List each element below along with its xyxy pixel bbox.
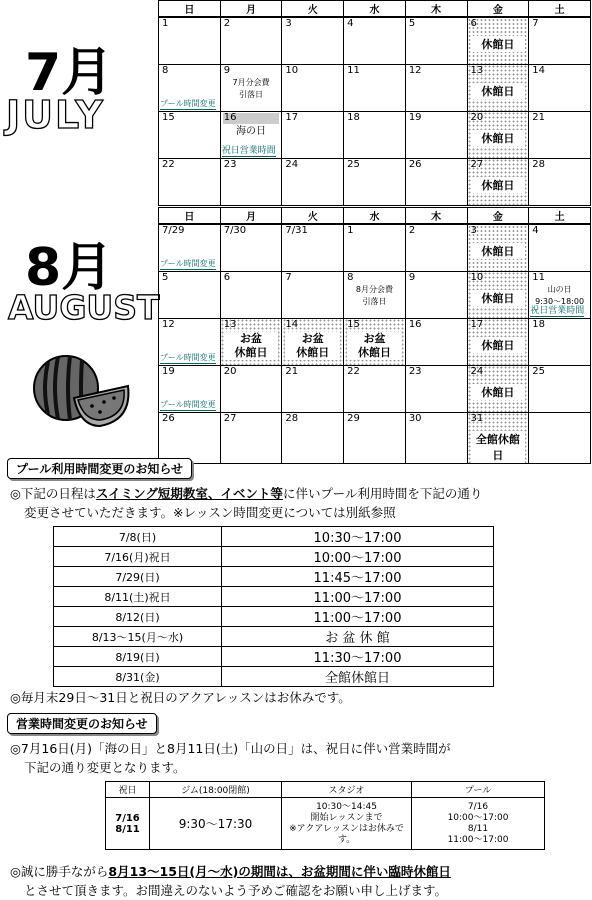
closed-day-label: 休館日 xyxy=(471,130,526,146)
pool-time-cell: 10:30～17:00 xyxy=(222,527,494,547)
day-number: 24 xyxy=(285,158,299,170)
day-number: 11 xyxy=(532,271,545,283)
calendar-day-cell xyxy=(467,271,529,318)
table-row xyxy=(54,647,494,667)
day-number: 17 xyxy=(285,111,299,123)
day-number: 12 xyxy=(162,318,175,330)
pool-date-cell: 8/19(日) xyxy=(54,647,222,667)
day-number: 7/30 xyxy=(223,225,247,236)
calendar-day-cell xyxy=(467,64,529,111)
july-english-title: JULY xyxy=(6,93,105,137)
day-number: 15 xyxy=(347,318,360,330)
calendar-day-cell xyxy=(344,224,406,271)
day-number: 28 xyxy=(285,412,299,424)
july-calendar xyxy=(158,0,591,206)
day-number: 3 xyxy=(470,225,477,236)
calendar-day-cell xyxy=(220,111,282,158)
cell-small-text: 引落日 xyxy=(362,296,387,306)
calendar-day-cell xyxy=(405,365,467,412)
closing-text: ◎誠に勝手ながら8月13～15日(月～水)の期間は、お盆期間に伴い臨時休館日 とさせて頂きます。お間違えのないよう予めご確認をお願い申し上げます。 xyxy=(10,864,451,898)
day-number: 14 xyxy=(285,318,299,330)
day-number: 26 xyxy=(162,412,175,424)
calendar-day-cell xyxy=(344,412,406,463)
pool-notice-text: ◎下記の日程はスイミング短期教室、イベント等に伴いプール利用時間を下記の通り 変更させていただきます。※レッスン時間変更については別紙参照 xyxy=(10,486,483,520)
calendar-day-cell xyxy=(529,17,591,64)
day-number: 21 xyxy=(285,365,299,377)
calendar-day-cell xyxy=(405,271,467,318)
pool-time-cell: お 盆 休 館 xyxy=(222,627,494,647)
pool-time-table xyxy=(53,526,494,687)
calendar-day-cell xyxy=(220,271,282,318)
calendar-day-cell xyxy=(159,365,221,412)
calendar-day-cell xyxy=(529,365,591,412)
day-number: 7 xyxy=(532,18,539,29)
day-number: 19 xyxy=(408,111,422,123)
closed-day-label: 休館日 xyxy=(471,384,526,400)
calendar-day-cell xyxy=(529,111,591,158)
calendar-day-cell xyxy=(282,271,344,318)
weekday-header: 木 xyxy=(405,1,467,18)
day-number: 6 xyxy=(470,18,477,29)
day-number: 19 xyxy=(162,365,175,377)
calendar-day-cell xyxy=(344,318,406,365)
calendar-day-cell xyxy=(405,64,467,111)
day-number: 25 xyxy=(532,365,545,377)
day-number: 1 xyxy=(347,225,354,236)
header-pool: プール xyxy=(412,782,545,798)
calendar-day-cell xyxy=(159,318,221,365)
day-number: 22 xyxy=(162,158,175,170)
day-number: 9 xyxy=(223,64,231,76)
calendar-day-cell xyxy=(282,64,344,111)
hours-notice-heading: 営業時間変更のお知らせ xyxy=(7,713,157,734)
day-number: 2 xyxy=(408,225,416,236)
day-number: 5 xyxy=(408,18,416,29)
pool-notice-heading: プール利用時間変更のお知らせ xyxy=(7,458,192,479)
pool-date-cell: 8/12(日) xyxy=(54,607,222,627)
header-gym: ジム(18:00閉館) xyxy=(150,782,282,798)
day-number: 18 xyxy=(532,318,545,330)
table-row xyxy=(54,527,494,547)
day-number: 27 xyxy=(470,158,484,170)
calendar-day-cell xyxy=(467,111,529,158)
calendar-day-cell xyxy=(405,111,467,158)
calendar-day-cell xyxy=(220,158,282,205)
watermelon-icon xyxy=(28,350,134,432)
day-number: 8 xyxy=(347,271,354,283)
day-number: 30 xyxy=(408,412,422,424)
pool-time-cell: 10:00～17:00 xyxy=(222,547,494,567)
pool-change-note: プール時間変更 xyxy=(160,399,216,409)
day-number: 31 xyxy=(470,412,484,424)
header-studio: スタジオ xyxy=(282,782,412,798)
day-number: 27 xyxy=(223,412,237,424)
day-number: 24 xyxy=(470,365,484,377)
weekday-header: 金 xyxy=(467,208,529,225)
calendar-day-cell xyxy=(405,17,467,64)
pool-time-cell: 全館休館日 xyxy=(222,667,494,687)
day-number: 6 xyxy=(223,271,231,283)
calendar-day-cell xyxy=(159,271,221,318)
closed-day-label: 休館日 xyxy=(471,290,526,306)
august-calendar xyxy=(158,207,591,464)
holiday-hours-note: 祝日営業時間 xyxy=(222,143,276,157)
calendar-day-cell xyxy=(282,224,344,271)
calendar-day-cell xyxy=(529,318,591,365)
pool-date-cell: 7/8(日) xyxy=(54,527,222,547)
calendar-day-cell xyxy=(159,64,221,111)
weekday-header: 日 xyxy=(159,208,221,225)
closed-day-label: 休館日 xyxy=(471,36,526,52)
calendar-day-cell xyxy=(467,412,529,463)
day-number: 1 xyxy=(162,18,169,29)
weekday-header: 金 xyxy=(467,1,529,18)
pool-time-cell: 11:45～17:00 xyxy=(222,567,494,587)
calendar-day-cell xyxy=(282,318,344,365)
day-number: 29 xyxy=(347,412,360,424)
calendar-day-cell xyxy=(529,64,591,111)
cell-small-text: 7月分会費 xyxy=(232,77,270,87)
day-number: 9 xyxy=(408,271,416,283)
calendar-day-cell xyxy=(159,158,221,205)
weekday-header: 火 xyxy=(282,1,344,18)
calendar-day-cell xyxy=(344,271,406,318)
pool-time-cell: 11:00～17:00 xyxy=(222,607,494,627)
calendar-day-cell xyxy=(282,111,344,158)
day-number: 23 xyxy=(408,365,422,377)
hours-notice-text: ◎7月16日(月)「海の日」と8月11日(土)「山の日」は、祝日に伴い営業時間が 下記の通り変更となります。 xyxy=(10,741,451,775)
calendar-day-cell xyxy=(344,17,406,64)
closed-day-label: 休館日 xyxy=(471,337,526,353)
calendar-day-cell xyxy=(344,365,406,412)
obon-closed-label: お盆 休館日 xyxy=(224,332,279,360)
obon-closed-label: お盆 休館日 xyxy=(285,332,340,360)
weekday-header: 土 xyxy=(529,208,591,225)
calendar-day-cell xyxy=(529,158,591,205)
calendar-day-cell xyxy=(467,318,529,365)
day-number: 11 xyxy=(347,64,360,76)
cell-small-text: 山の日 xyxy=(547,284,572,294)
pool-date-cell: 8/11(土)祝日 xyxy=(54,587,222,607)
table-row xyxy=(54,607,494,627)
gym-hours: 9:30～17:30 xyxy=(150,798,282,850)
day-number: 8 xyxy=(162,64,169,76)
holiday-hours-table xyxy=(105,781,545,850)
closed-day-label: 休館日 xyxy=(471,83,526,99)
pool-date-cell: 8/13～15(月～水) xyxy=(54,627,222,647)
calendar-day-cell xyxy=(220,64,282,111)
pool-date-cell: 8/31(金) xyxy=(54,667,222,687)
calendar-day-cell xyxy=(405,412,467,463)
header-holiday: 祝日 xyxy=(106,782,150,798)
closed-day-label: 休館日 xyxy=(471,243,526,259)
pool-change-note: プール時間変更 xyxy=(160,352,216,362)
july-month-title: 7月 xyxy=(25,43,114,103)
pool-date-cell: 7/29(日) xyxy=(54,567,222,587)
calendar-day-cell xyxy=(220,224,282,271)
day-number: 16 xyxy=(223,111,237,123)
day-number: 3 xyxy=(285,18,292,29)
calendar-day-cell xyxy=(529,412,591,463)
studio-hours: 10:30～14:45 開始レッスンまで ※アクアレッスンはお休みです。 xyxy=(282,798,412,850)
weekday-header: 月 xyxy=(220,208,282,225)
holiday-name: 海の日 xyxy=(236,125,267,137)
day-number: 14 xyxy=(532,64,545,76)
calendar-day-cell xyxy=(220,318,282,365)
day-number: 20 xyxy=(223,365,237,377)
calendar-day-cell xyxy=(282,158,344,205)
calendar-day-cell xyxy=(220,365,282,412)
calendar-day-cell xyxy=(467,17,529,64)
day-number: 17 xyxy=(470,318,484,330)
august-english-title: AUGUST xyxy=(8,288,160,327)
day-number: 23 xyxy=(223,158,237,170)
calendar-day-cell xyxy=(344,158,406,205)
closed-day-label: 休館日 xyxy=(471,177,526,193)
weekday-header: 火 xyxy=(282,208,344,225)
pool-date-cell: 7/16(月)祝日 xyxy=(54,547,222,567)
calendar-day-cell xyxy=(159,17,221,64)
cell-small-text: 8月分会費 xyxy=(355,284,393,294)
day-number: 7/29 xyxy=(162,225,185,236)
cell-small-text: 引落日 xyxy=(239,89,264,99)
day-number: 5 xyxy=(162,271,169,283)
weekday-header: 水 xyxy=(344,208,406,225)
calendar-day-cell xyxy=(220,17,282,64)
weekday-header: 木 xyxy=(405,208,467,225)
day-number: 15 xyxy=(162,111,175,123)
table-row xyxy=(54,667,494,687)
pool-footnote: ◎毎月末29日～31日と祝日のアクアレッスンはお休みです。 xyxy=(10,690,351,705)
calendar-day-cell xyxy=(467,158,529,205)
day-number: 13 xyxy=(223,318,237,330)
table-row xyxy=(54,567,494,587)
calendar-day-cell xyxy=(467,365,529,412)
day-number: 28 xyxy=(532,158,545,170)
calendar-day-cell xyxy=(159,111,221,158)
day-number: 2 xyxy=(223,18,231,29)
day-number: 22 xyxy=(347,365,360,377)
day-number: 10 xyxy=(470,271,484,283)
day-number: 13 xyxy=(470,64,484,76)
table-row xyxy=(54,547,494,567)
obon-closed-label: お盆 休館日 xyxy=(347,332,402,360)
calendar-day-cell xyxy=(529,224,591,271)
pool-change-note: プール時間変更 xyxy=(160,258,216,268)
pool-time-cell: 11:30～17:00 xyxy=(222,647,494,667)
calendar-day-cell xyxy=(405,224,467,271)
calendar-day-cell xyxy=(282,365,344,412)
pool-time-cell: 11:00～17:00 xyxy=(222,587,494,607)
day-number: 7 xyxy=(285,271,292,283)
cell-small-text: 9:30～18:00 xyxy=(535,296,585,306)
calendar-day-cell xyxy=(529,271,591,318)
table-row xyxy=(54,627,494,647)
day-number: 21 xyxy=(532,111,545,123)
calendar-day-cell xyxy=(159,412,221,463)
day-number: 10 xyxy=(285,64,299,76)
day-number: 7/31 xyxy=(285,225,308,236)
pool-change-note: プール時間変更 xyxy=(160,98,216,108)
holiday-hours-note: 祝日営業時間 xyxy=(530,303,584,317)
day-number: 26 xyxy=(408,158,422,170)
calendar-day-cell xyxy=(220,412,282,463)
calendar-day-cell xyxy=(405,158,467,205)
august-month-title: 8月 xyxy=(25,238,114,298)
holiday-dates: 7/16 8/11 xyxy=(106,798,150,850)
day-number: 12 xyxy=(408,64,422,76)
day-number: 4 xyxy=(347,18,354,29)
calendar-day-cell xyxy=(282,17,344,64)
day-number: 25 xyxy=(347,158,360,170)
pool-hours: 7/16 10:00～17:00 8/11 11:00～17:00 xyxy=(412,798,545,850)
day-number: 20 xyxy=(470,111,484,123)
weekday-header: 土 xyxy=(529,1,591,18)
table-row xyxy=(54,587,494,607)
calendar-day-cell xyxy=(405,318,467,365)
calendar-day-cell xyxy=(282,412,344,463)
calendar-day-cell xyxy=(159,224,221,271)
weekday-header: 月 xyxy=(220,1,282,18)
weekday-header: 水 xyxy=(344,1,406,18)
calendar-day-cell xyxy=(344,111,406,158)
calendar-day-cell xyxy=(467,224,529,271)
calendar-day-cell xyxy=(344,64,406,111)
day-number: 16 xyxy=(408,318,422,330)
day-number: 18 xyxy=(347,111,360,123)
weekday-header: 日 xyxy=(159,1,221,18)
day-number: 4 xyxy=(532,225,539,236)
closed-day-label: 全館休館日 xyxy=(471,431,526,463)
